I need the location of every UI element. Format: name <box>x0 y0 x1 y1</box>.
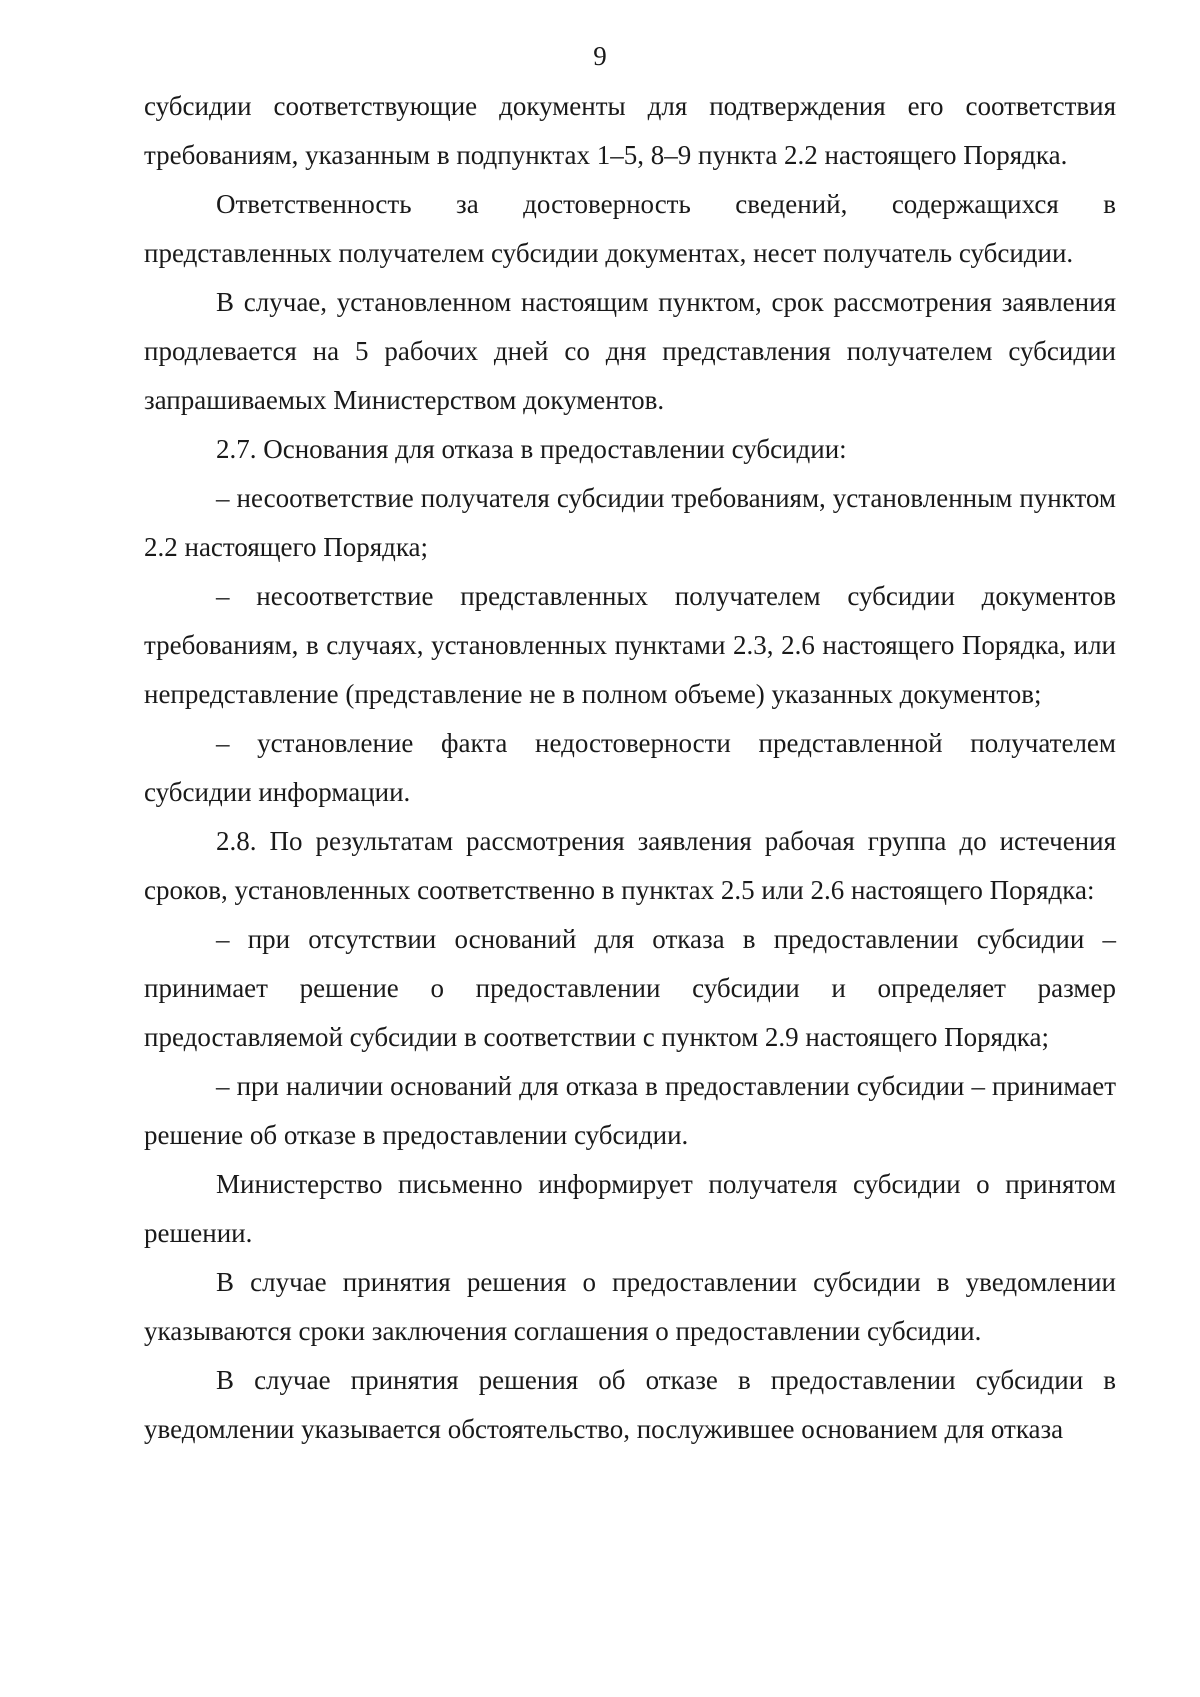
page-number: 9 <box>593 41 607 71</box>
paragraph-responsibility: Ответственность за достоверность сведений, содержащихся в представленных получателем субсидии документах, несет получатель субсидии. <box>144 189 1116 268</box>
paragraph-ministry-informs: Министерство письменно информирует получателя субсидии о принятом решении. <box>144 1169 1116 1248</box>
list-item-decision-grant: – при отсутствии оснований для отказа в предоставлении субсидии – принимает решение о предоставлении субсидии и определяет размер предоставляемой субсидии в соответствии с пунктом 2.9 настоящего Порядка; <box>144 924 1116 1052</box>
list-item-refusal-ground-1: – несоответствие получателя субсидии требованиям, установленным пунктом 2.2 настоящего Порядка; <box>144 483 1116 562</box>
paragraph-grant-notification: В случае принятия решения о предоставлении субсидии в уведомлении указываются сроки заключения соглашения о предоставлении субсидии. <box>144 1267 1116 1346</box>
list-item-refusal-ground-3: – установление факта недостоверности представленной получателем субсидии информации. <box>144 728 1116 807</box>
paragraph-refusal-notification: В случае принятия решения об отказе в предоставлении субсидии в уведомлении указывается обстоятельство, послужившее основанием для отказа <box>144 1365 1116 1444</box>
section-2-7-heading: 2.7. Основания для отказа в предоставлении субсидии: <box>216 434 847 464</box>
paragraph-review-extension: В случае, установленном настоящим пунктом, срок рассмотрения заявления продлевается на 5 рабочих дней со дня представления получателем субсидии запрашиваемых Министерством документов. <box>144 287 1116 415</box>
paragraph-continuation: субсидии соответствующие документы для подтверждения его соответствия требованиям, указанным в подпунктах 1–5, 8–9 пункта 2.2 настоящего Порядка. <box>144 91 1116 170</box>
document-body <box>144 82 1116 1454</box>
section-2-8-paragraph: 2.8. По результатам рассмотрения заявления рабочая группа до истечения сроков, установленных соответственно в пунктах 2.5 или 2.6 настоящего Порядка: <box>144 826 1116 905</box>
list-item-refusal-ground-2: – несоответствие представленных получателем субсидии документов требованиям, в случаях, установленных пунктами 2.3, 2.6 настоящего Порядка, или непредставление (представление не в полном объеме) указанных документов; <box>144 581 1116 709</box>
list-item-decision-refusal: – при наличии оснований для отказа в предоставлении субсидии – принимает решение об отказе в предоставлении субсидии. <box>144 1071 1116 1150</box>
